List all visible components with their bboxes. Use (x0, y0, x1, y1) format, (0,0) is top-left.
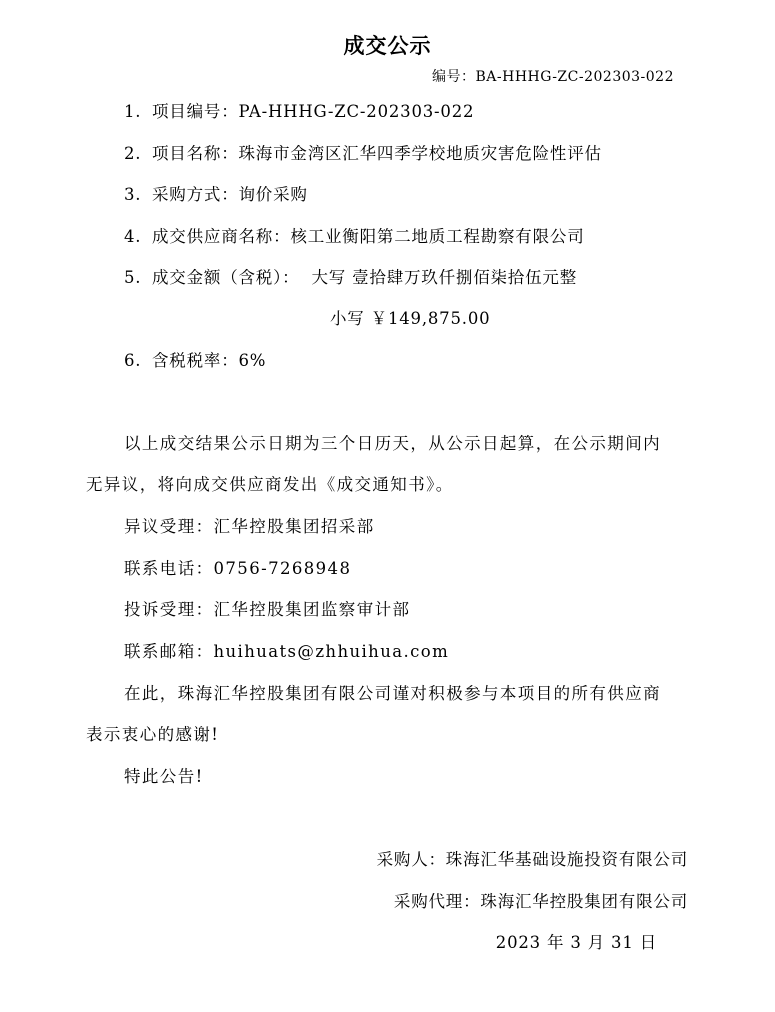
item-number: 5. (124, 268, 142, 287)
thanks-line2: 表示衷心的感谢! (86, 725, 220, 744)
thanks-line1: 在此，珠海汇华控股集团有限公司谨对积极参与本项目的所有供应商 (124, 684, 661, 703)
item-value: PA-HHHG-ZC-202303-022 (238, 102, 475, 121)
item-value: 大写 壹拾肆万玖仟捌佰柒拾伍元整 (311, 268, 577, 287)
item-project-name (124, 140, 602, 164)
item-number: 1. (124, 102, 142, 121)
page-title: 成交公示 (343, 33, 432, 58)
notice-paragraph-line1: 以上成交结果公示日期为三个日历天，从公示日起算，在公示期间内 (124, 434, 661, 453)
contact-phone: 联系电话：0756-7268948 (124, 559, 352, 578)
item-value: 核工业衡阳第二地质工程勘察有限公司 (290, 227, 585, 246)
item-contract-amount (124, 264, 577, 288)
announcement: 特此公告! (124, 767, 204, 786)
item-value: 珠海市金湾区汇华四季学校地质灾害危险性评估 (238, 144, 602, 163)
notice-paragraph-line2: 无异议，将向成交供应商发出《成交通知书》。 (86, 475, 454, 494)
item-tax-rate (124, 347, 266, 371)
contact-email: 联系邮箱：huihuats@zhhuihua.com (124, 642, 450, 661)
announcement-date: 2023 年 3 月 31 日 (495, 933, 657, 952)
document-number: 编号：BA-HHHG-ZC-202303-022 (432, 69, 674, 85)
objection-contact: 异议受理：汇华控股集团招采部 (124, 517, 375, 536)
item-supplier-name (124, 223, 585, 247)
item-label: 采购方式： (152, 185, 239, 204)
item-number: 3. (124, 185, 142, 204)
item-procurement-method (124, 181, 308, 205)
purchaser: 采购人：珠海汇华基础设施投资有限公司 (376, 850, 688, 869)
item-project-number (124, 98, 474, 122)
item-number: 2. (124, 144, 142, 163)
item-label: 项目名称： (152, 144, 239, 163)
amount-lowercase: 小写 ￥149,875.00 (330, 309, 491, 328)
procurement-agent: 采购代理：珠海汇华控股集团有限公司 (393, 892, 688, 911)
item-value: 6% (238, 351, 267, 370)
item-value: 询价采购 (238, 185, 308, 204)
item-number: 6. (124, 351, 142, 370)
item-label: 成交金额（含税）： (152, 268, 300, 287)
complaint-contact: 投诉受理：汇华控股集团监察审计部 (124, 600, 411, 619)
item-label: 含税税率： (152, 351, 239, 370)
item-number: 4. (124, 227, 142, 246)
item-label: 成交供应商名称： (152, 227, 291, 246)
item-label: 项目编号： (152, 102, 239, 121)
